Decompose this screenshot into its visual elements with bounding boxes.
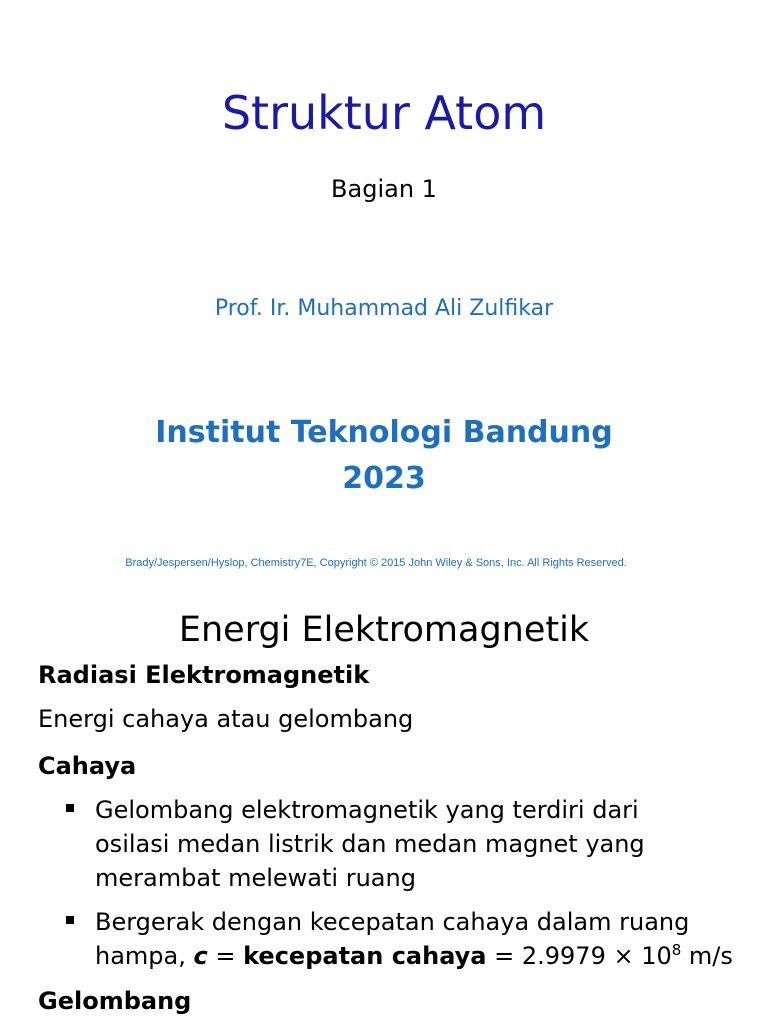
slide-title: Struktur Atom: [221, 86, 547, 140]
institution-name: Institut Teknologi Bandung: [155, 415, 613, 450]
heading-gelombang: Gelombang: [38, 987, 192, 1015]
speed-symbol: c: [193, 942, 208, 970]
square-bullet-icon: [66, 916, 74, 924]
formula-equals: =: [207, 942, 244, 970]
bullet-item-gelombang: [66, 793, 756, 895]
speed-unit: m/s: [681, 942, 733, 970]
content-slide: [0, 585, 768, 1024]
slide-subtitle: Bagian 1: [331, 175, 437, 203]
heading-cahaya: Cahaya: [38, 752, 137, 780]
bullet-line: osilasi medan listrik dan medan magnet yang: [95, 830, 645, 858]
bullet-item-kecepatan: [66, 905, 756, 973]
bullet-line: Gelombang elektromagnetik yang terdiri dari: [95, 796, 639, 824]
speed-exponent: 8: [671, 941, 682, 959]
author-name: Prof. Ir. Muhammad Ali Zulfikar: [214, 296, 554, 321]
bullet-line: merambat melewati ruang: [95, 864, 416, 892]
paragraph-energi: Energi cahaya atau gelombang: [38, 705, 414, 733]
copyright-note: Brady/Jespersen/Hyslop, Chemistry7E, Copyright © 2015 John Wiley & Sons, Inc. All Rights Reserved.: [125, 557, 627, 569]
bullet-text: [95, 793, 756, 895]
content-slide-title: Energi Elektromagnetik: [178, 610, 590, 650]
square-bullet-icon: [66, 804, 74, 812]
speed-value: = 2.9979 × 10: [486, 942, 672, 970]
institution-year: 2023: [342, 461, 426, 496]
institution-block: [0, 410, 768, 502]
bullet-line-formula: [95, 939, 756, 973]
speed-term: kecepatan cahaya: [243, 942, 487, 970]
bullet-line: Bergerak dengan kecepatan cahaya dalam ruang: [95, 908, 690, 936]
bullet-text: [95, 905, 756, 973]
formula-prefix: hampa,: [95, 942, 194, 970]
heading-radiasi: Radiasi Elektromagnetik: [38, 661, 370, 689]
